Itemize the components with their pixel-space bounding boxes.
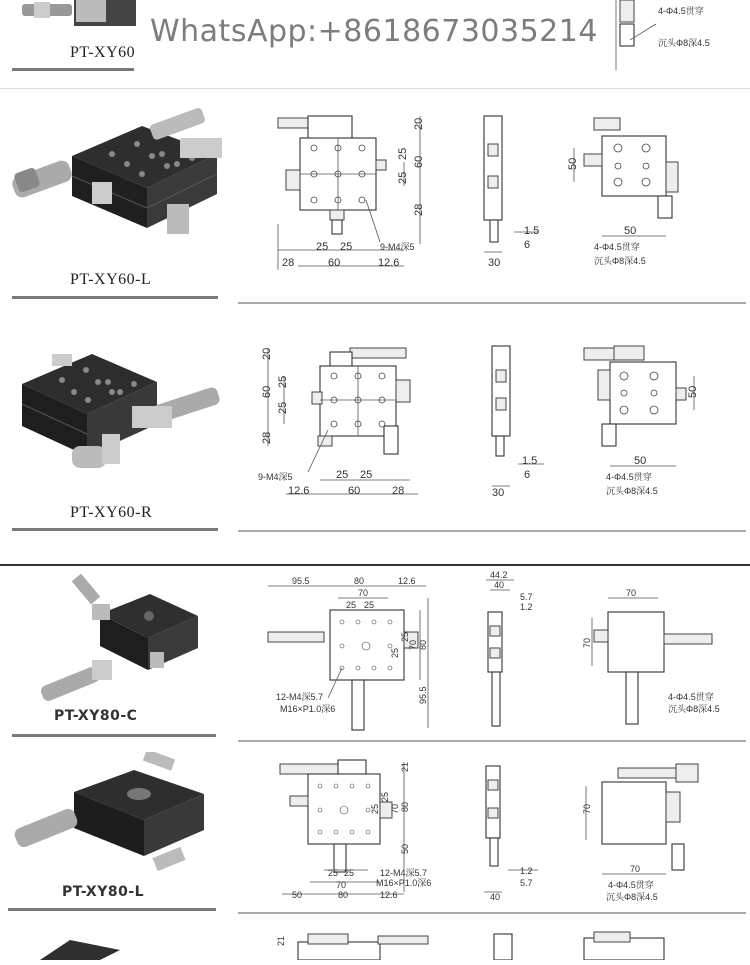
dim-c-top-top: 70 xyxy=(626,588,637,598)
dim-c-top-left: 70 xyxy=(582,637,592,648)
side-view-xy60-r xyxy=(492,346,544,499)
dim-front-bl: 28 xyxy=(282,257,295,269)
dim-l-top-left: 70 xyxy=(582,803,592,814)
dim-r-b1: 25 xyxy=(336,469,349,481)
side-view-xy80-l xyxy=(484,766,538,902)
caption-xy80-c: PT-XY80-C xyxy=(54,708,138,724)
dim-r-br: 28 xyxy=(392,485,405,497)
stage-photo-xy60-l xyxy=(12,96,222,256)
drawing-rule-xy80-l xyxy=(238,912,746,914)
top-drawing-fragment xyxy=(606,0,746,70)
stage-photo-xy80-l xyxy=(14,752,210,882)
dim-l-thread2: M16×P1.0深6 xyxy=(376,878,432,888)
dim-c-side-b: 40 xyxy=(494,580,505,590)
dim-front-rb: 60 xyxy=(413,155,425,168)
top-view-xy80-c xyxy=(582,588,720,724)
divider-2 xyxy=(0,564,750,566)
dim-c-thread2: M16×P1.0深6 xyxy=(280,704,336,714)
dim-front-b2: 25 xyxy=(340,241,353,253)
dim-c-side-d: 1.2 xyxy=(520,602,533,612)
drawing-bottom xyxy=(238,928,746,960)
dim-l-top-note2: 沉头Φ8深4.5 xyxy=(606,892,658,902)
dim-c-t2: 80 xyxy=(354,576,365,586)
dim-top-note2: 沉头Φ8深4.5 xyxy=(594,256,646,266)
dim-c-r2: 25 xyxy=(400,631,410,642)
caption-xy60-r: PT-XY60-R xyxy=(70,504,153,521)
front-view-xy60-l xyxy=(278,116,425,270)
drawing-xy60-r xyxy=(238,336,746,532)
divider-1 xyxy=(0,88,750,89)
dim-front-ra: 25 xyxy=(397,147,409,160)
stage-photo-xy60-r xyxy=(12,334,222,484)
dim-r-ld: 28 xyxy=(261,431,273,444)
top-view-xy60-r xyxy=(584,346,699,496)
dim-side-b: 6 xyxy=(524,239,531,251)
drawing-xy80-l xyxy=(238,752,746,908)
top-note-1: 4-Φ4.5贯穿 xyxy=(658,6,704,16)
dim-r-thread: 9-M4深5 xyxy=(258,472,293,482)
drawing-xy60-l xyxy=(238,104,746,304)
dim-l-top-note1: 4-Φ4.5贯穿 xyxy=(608,880,654,890)
dim-l-b6: 12.6 xyxy=(380,890,398,900)
dim-c-side-a: 44.2 xyxy=(490,570,508,580)
dim-l-r4: 80 xyxy=(400,801,410,812)
dim-l-side-a: 1.2 xyxy=(520,866,533,876)
dim-l-side-b: 5.7 xyxy=(520,878,533,888)
stage-photo-xy80-c xyxy=(30,574,200,710)
stage-photo-bottom xyxy=(30,934,130,960)
dim-side-a: 1.5 xyxy=(524,225,540,237)
dim-c-t4: 70 xyxy=(358,588,369,598)
caption-rule-xy80-c xyxy=(12,734,216,737)
dim-r-side-a: 1.5 xyxy=(522,455,538,467)
dim-l-r2: 25 xyxy=(380,791,390,802)
dim-r-top: 20 xyxy=(261,347,273,360)
front-view-xy80-l xyxy=(280,760,431,900)
dim-l-b3: 70 xyxy=(336,880,347,890)
dim-l-b5: 50 xyxy=(292,890,303,900)
dim-front-b1: 25 xyxy=(316,241,329,253)
dim-r-b2: 25 xyxy=(360,469,373,481)
dim-c-t3: 12.6 xyxy=(398,576,416,586)
dim-front-thread: 9-M4深5 xyxy=(380,242,415,252)
dim-r-lc: 25 xyxy=(277,401,289,414)
dim-c-side-c: 5.7 xyxy=(520,592,533,602)
front-view-xy60-r xyxy=(258,348,418,497)
dim-l-r1: 25 xyxy=(370,803,380,814)
dim-l-b1: 25 xyxy=(328,868,339,878)
dim-front-rd: 28 xyxy=(413,203,425,216)
side-view-xy60-l xyxy=(484,116,539,269)
dim-r-bm: 60 xyxy=(348,485,361,497)
caption-rule-xy60-l xyxy=(12,296,218,299)
drawing-xy80-c xyxy=(238,568,746,740)
dim-c-r4: 80 xyxy=(418,639,428,650)
dim-r-top-right: 50 xyxy=(687,385,699,398)
drawing-rule-xy60-l xyxy=(238,302,746,304)
dim-r-top-bottom: 50 xyxy=(634,455,647,467)
dim-c-r3: 70 xyxy=(408,639,418,650)
dim-l-r3: 70 xyxy=(390,803,400,814)
dim-r-lb: 60 xyxy=(261,385,273,398)
front-view-xy80-c xyxy=(268,576,428,730)
dim-r-side-b: 6 xyxy=(524,469,531,481)
dim-l-b2: 25 xyxy=(344,868,355,878)
dim-c-thread1: 12-M4深5.7 xyxy=(276,692,324,702)
dim-r-top-note2: 沉头Φ8深4.5 xyxy=(606,486,658,496)
stage-photo-top xyxy=(14,0,136,40)
top-view-xy80-l xyxy=(582,764,698,902)
drawing-rule-xy60-r xyxy=(238,530,746,532)
dim-side-bottom: 30 xyxy=(488,257,501,269)
dim-l-top: 21 xyxy=(400,761,410,772)
dim-l-side-bottom: 40 xyxy=(490,892,501,902)
dim-front-bm: 60 xyxy=(328,257,341,269)
dim-top-bottom: 50 xyxy=(624,225,637,237)
dim-top-left: 50 xyxy=(567,157,579,170)
dim-l-r5: 50 xyxy=(400,843,410,854)
watermark-text: WhatsApp:+8618673035214 xyxy=(150,14,598,49)
dim-l-thread1: 12-M4深5.7 xyxy=(380,868,428,878)
dim-r-top-note1: 4-Φ4.5贯穿 xyxy=(606,472,652,482)
side-view-xy80-c xyxy=(486,570,533,726)
caption-xy80-l: PT-XY80-L xyxy=(62,884,145,900)
dim-c-r1: 25 xyxy=(390,647,400,658)
dim-front-top: 20 xyxy=(413,117,425,130)
dim-front-br: 12.6 xyxy=(378,257,400,269)
top-caption: PT-XY60 xyxy=(70,44,136,61)
drawing-rule-xy80-c xyxy=(238,740,746,742)
dim-bottom-top: 21 xyxy=(276,935,286,946)
dim-c-t1: 95.5 xyxy=(292,576,310,586)
dim-front-rc: 25 xyxy=(397,171,409,184)
dim-top-note1: 4-Φ4.5贯穿 xyxy=(594,242,640,252)
dim-c-t5: 25 xyxy=(346,600,357,610)
dim-l-b4: 80 xyxy=(338,890,349,900)
caption-xy60-l: PT-XY60-L xyxy=(70,271,152,288)
caption-rule-xy80-l xyxy=(8,908,216,911)
dim-r-bl: 12.6 xyxy=(288,485,310,497)
caption-rule-xy60-r xyxy=(12,528,218,531)
top-note-2: 沉头Φ8深4.5 xyxy=(658,38,710,48)
dim-c-top-note1: 4-Φ4.5贯穿 xyxy=(668,692,714,702)
dim-l-top-bottom: 70 xyxy=(630,864,641,874)
dim-c-top-note2: 沉头Φ8深4.5 xyxy=(668,704,720,714)
dim-r-side-bottom: 30 xyxy=(492,487,505,499)
dim-r-la: 25 xyxy=(277,375,289,388)
dim-c-t6: 25 xyxy=(364,600,375,610)
top-view-xy60-l xyxy=(567,118,678,266)
dim-c-r5: 95.5 xyxy=(418,686,428,704)
top-caption-rule xyxy=(12,68,134,71)
